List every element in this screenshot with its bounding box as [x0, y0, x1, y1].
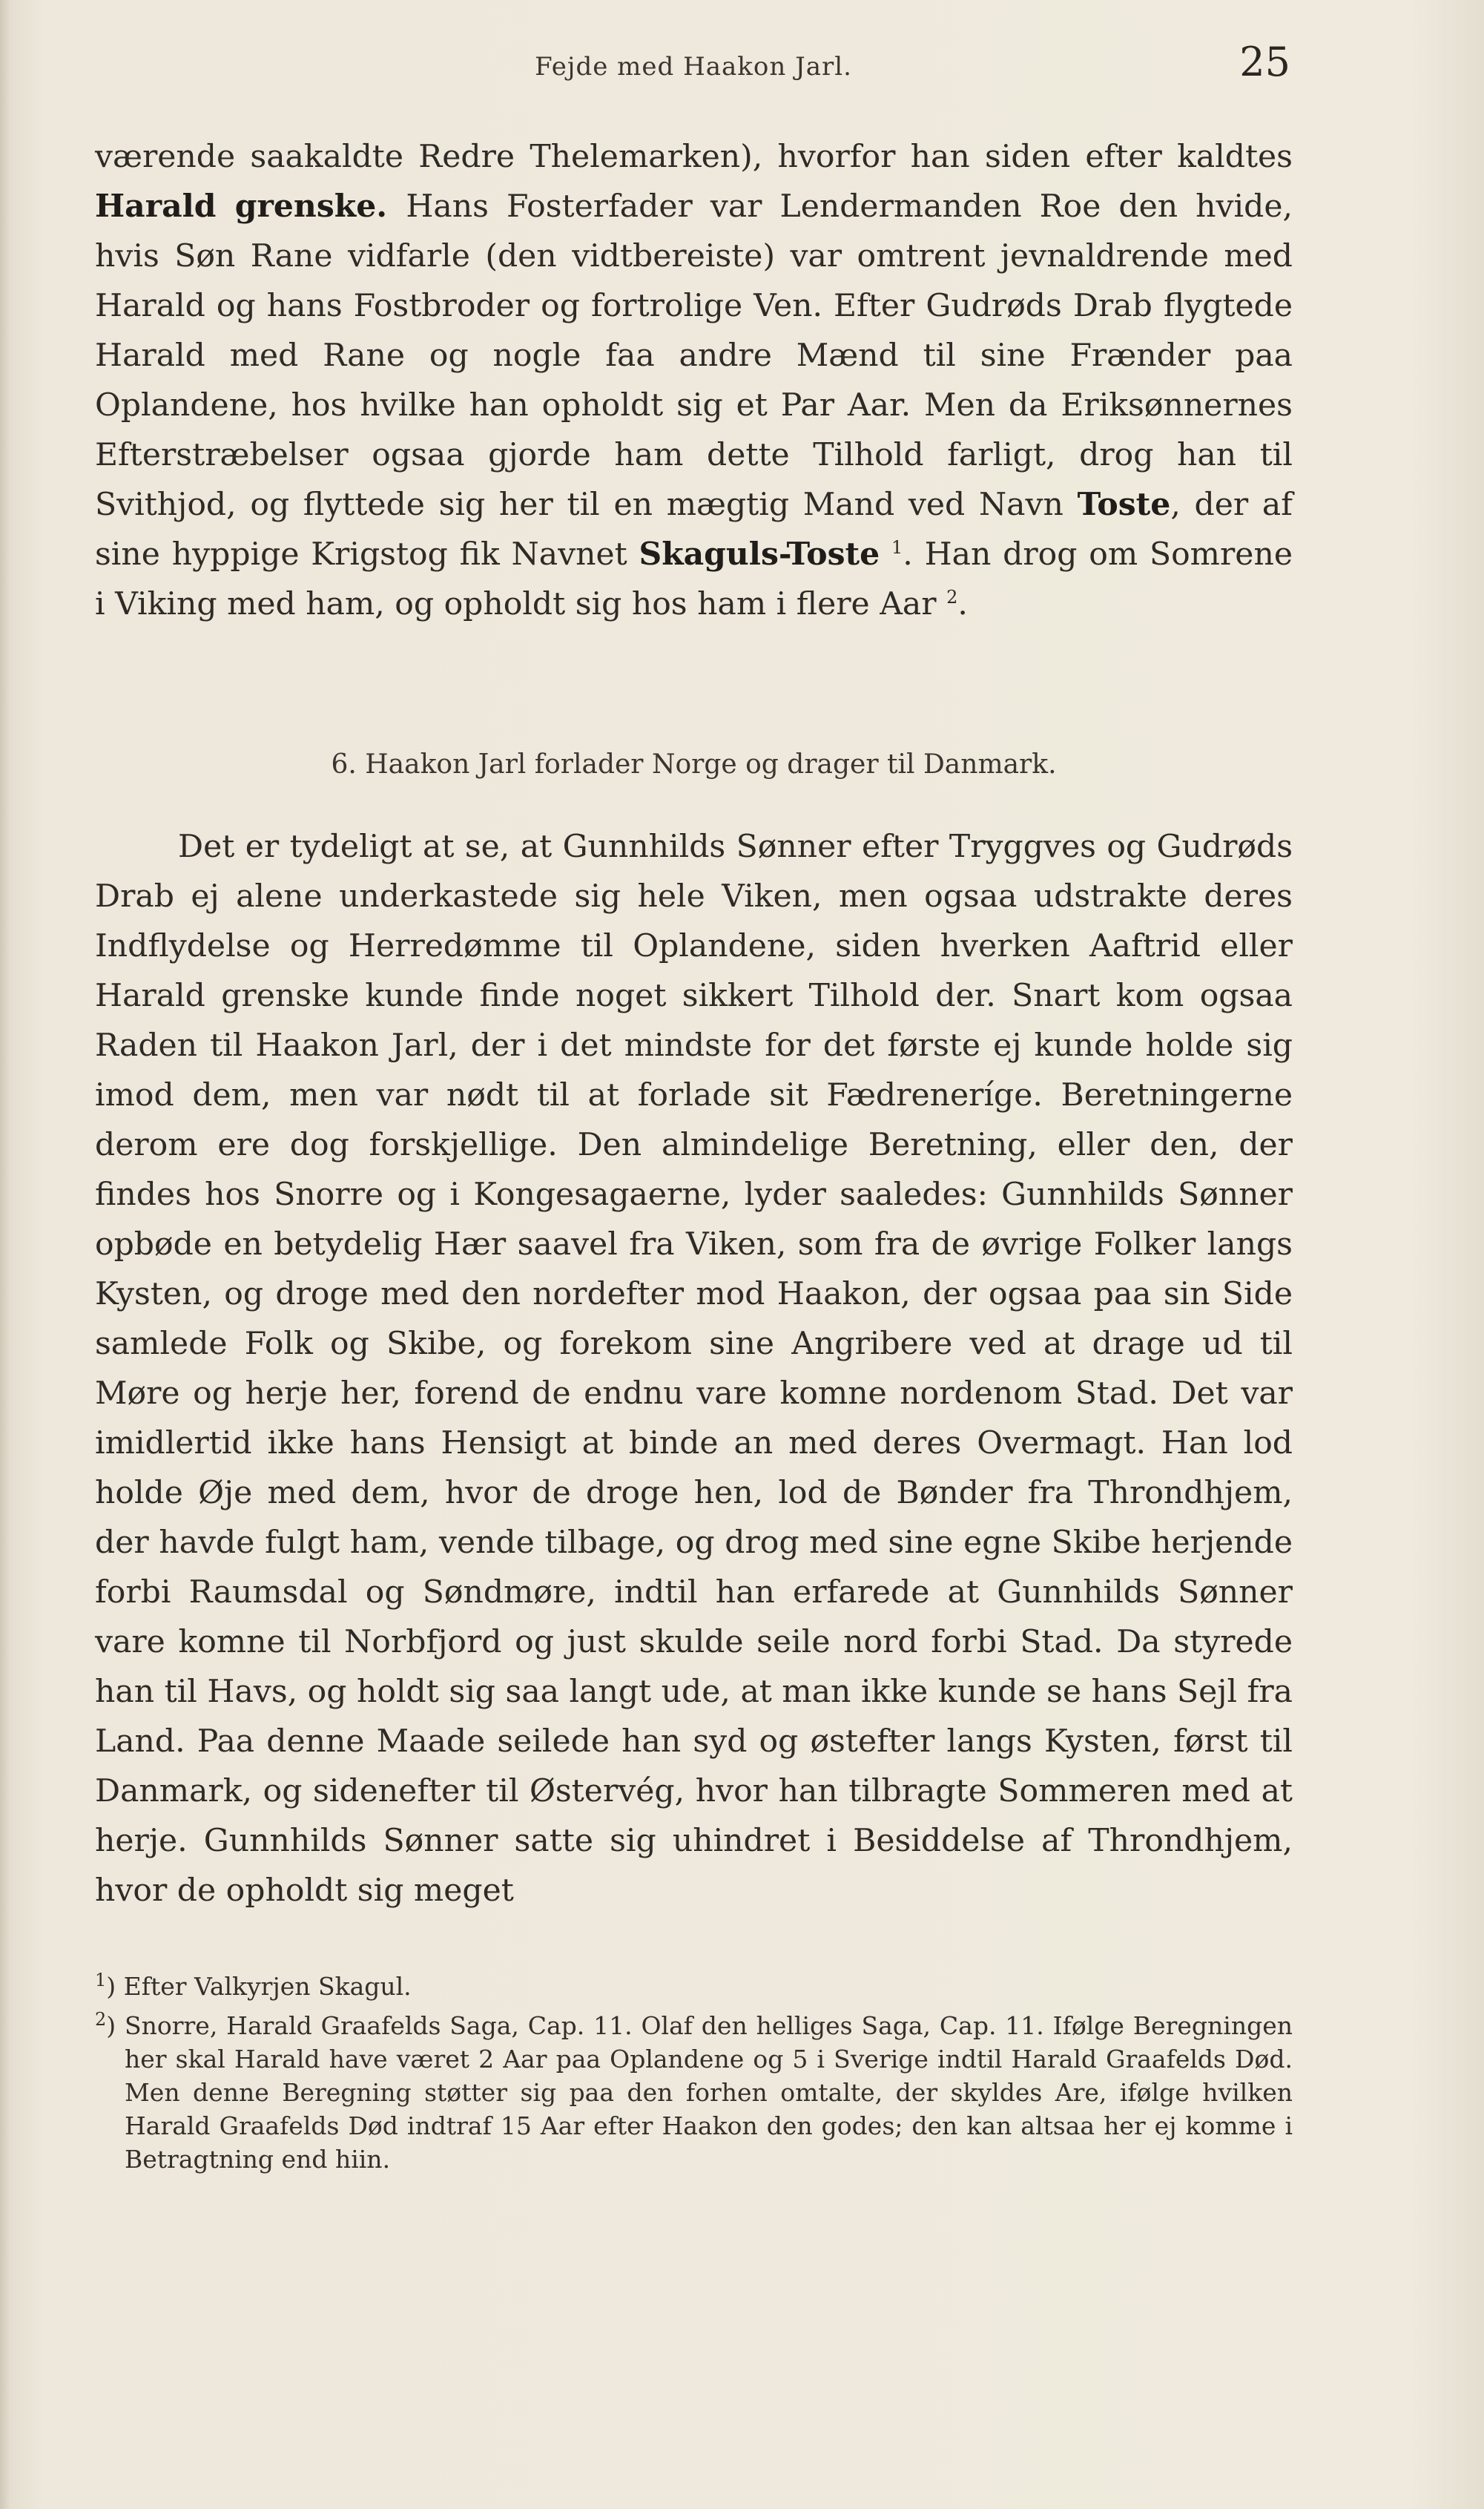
footnote-ref-2: 2 [946, 586, 958, 608]
page-gutter-shadow [0, 0, 10, 2509]
p1-space [880, 536, 891, 573]
p1-text-b: Hans Fosterfader var Lendermanden Roe den hvide, hvis Søn Rane vidfarle (den vidtbereiste) var omtrent jevnaldrende med Harald og hans Fostbroder og fortrolige Ven. Efter Gudrøds Drab flygtede Harald med Rane og nogle faa andre Mænd til sine Frænder paa Oplandene, hos hvilke han opholdt sig et Par Aar. Men da Eriksønnernes Efterstræbelser ogsaa gjorde ham dette Tilhold farligt, drog han til Svithjod, og flyttede sig her til en mægtig Mand ved Navn [95, 188, 1293, 523]
p1-text-a: værende saakaldte Redre Thelemarken), hvorfor han siden efter kaldtes [95, 139, 1293, 175]
section-body [95, 822, 1293, 1916]
p1-text-d: . Han drog om Somrene i Viking med ham, og opholdt sig hos ham i flere Aar [95, 536, 1293, 622]
paragraph-continued [95, 132, 1293, 629]
paragraph-1 [95, 132, 1293, 629]
footnotes [95, 1970, 1293, 2182]
footnote-2: $^2$) Snorre, Harald Graafelds Saga, Cap. 11. Olaf den helliges Saga, Cap. 11. Ifølge Beregningen her skal Harald have været 2 Aar paa Oplandene og 5 i Sverige indtil Harald Graafelds Død. Men denne Beregning støtter sig paa den forhen omtalte, der skyldes Are, ifølge hvilken Harald Graafelds Død indtraf 15 Aar efter Haakon den godes; den kan altsaa her ej komme i Betragtning end hiin. [95, 2009, 1293, 2174]
footnote-ref-1: 1 [891, 536, 903, 558]
name-harald-grenske: Harald grenske. [95, 188, 406, 225]
running-head: Fejde med Haakon Jarl. [535, 52, 852, 82]
section-heading: 6. Haakon Jarl forlader Norge og drager til Danmark. [331, 749, 1057, 780]
name-toste: Toste [1077, 486, 1171, 523]
footnote-mark: 1 [95, 1970, 107, 1990]
p1-text-e: . [957, 586, 968, 622]
name-skaguls-toste: Skaguls-Toste [639, 536, 880, 573]
page-number: 25 [1239, 39, 1290, 85]
p1-text-c: , der af sine hyppige Krigstog fik Navnet [95, 487, 1293, 573]
footnote-1: $^1$) Efter Valkyrjen Skagul. [95, 1970, 412, 2001]
footnote-mark: 2 [95, 2009, 107, 2030]
page-header [96, 39, 1290, 98]
footnote-text: Efter Valkyrjen Skagul. [123, 1972, 412, 2001]
footnote-text: Snorre, Harald Graafelds Saga, Cap. 11. Olaf den helliges Saga, Cap. 11. Ifølge Beregningen her skal Harald have været 2 Aar paa Oplandene og 5 i Sverige indtil Harald Graafelds Død. Men denne Beregning støtter sig paa den forhen omtalte, der skyldes Are, ifølge hvilken Harald Graafelds Død indtraf 15 Aar efter Haakon den godes; den kan altsaa her ej komme i Betragtning end hiin. [125, 2011, 1293, 2174]
paragraph-2: Det er tydeligt at se, at Gunnhilds Sønner efter Tryggves og Gudrøds Drab ej alene underkastede sig hele Viken, men ogsaa udstrakte deres Indflydelse og Herredømme til Oplandene, siden hverken Aaftrid eller Harald grenske kunde finde noget sikkert Tilhold der. Snart kom ogsaa Raden til Haakon Jarl, der i det mindste for det første ej kunde holde sig imod dem, men var nødt til at forlade sit Fædreneríge. Beretningerne derom ere dog forskjellige. Den almindelige Beretning, eller den, der findes hos Snorre og i Kongesagaerne, lyder saaledes: Gunnhilds Sønner opbøde en betydelig Hær saavel fra Viken, som fra de øvrige Folker langs Kysten, og droge med den nordefter mod Haakon, der ogsaa paa sin Side samlede Folk og Skibe, og forekom sine Angribere ved at drage ud til Møre og herje her, forend de endnu vare komne nordenom Stad. Det var imidlertid ikke hans Hensigt at binde an med deres Overmagt. Han lod holde Øje med dem, hvor de droge hen, lod de Bønder fra Throndhjem, der havde fulgt ham, vende tilbage, og drog med sine egne Skibe herjende forbi Raumsdal og Søndmøre, indtil han erfarede at Gunnhilds Sønner vare komne til Norbfjord og just skulde seile nord forbi Stad. Da styrede han til Havs, og holdt sig saa langt ude, at man ikke kunde se hans Sejl fra Land. Paa denne Maade seilede han syd og østefter langs Kysten, først til Danmark, og sidenefter til Østervég, hvor han tilbragte Sommeren med at herje. Gunnhilds Sønner satte sig uhindret i Besiddelse af Throndhjem, hvor de opholdt sig meget [95, 829, 1293, 1909]
